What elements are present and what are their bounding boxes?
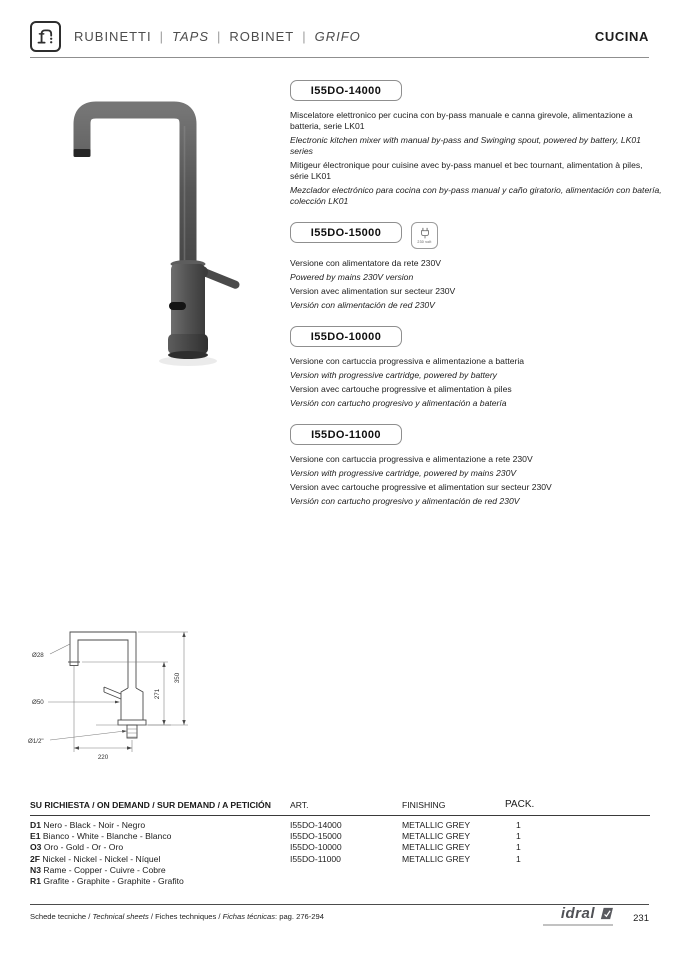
product-code-badge: I55DO-14000 — [290, 80, 402, 101]
color-code: R1 — [30, 876, 41, 887]
title-separator: | — [217, 28, 222, 44]
idral-logo-text: idral — [560, 905, 595, 922]
color-code: 2F — [30, 853, 41, 864]
desc-spanish: Versión con cartucho progresivo y alimentación a batería — [290, 398, 507, 408]
dim-reach-label: 220 — [97, 754, 109, 761]
title-part-rubinetti: RUBINETTI — [74, 28, 152, 44]
footer-note-segment: Fichas técnicas — [222, 912, 275, 921]
footer-rule — [30, 904, 649, 905]
color-code: E1 — [30, 831, 41, 842]
product-block-14000 — [290, 80, 662, 207]
dim-body-diameter-label: Ø50 — [32, 699, 44, 706]
on-demand-section — [30, 799, 650, 887]
finishing-cell: METALLIC GREY — [402, 831, 471, 842]
faucet-spout — [82, 110, 188, 268]
table-row — [30, 820, 650, 831]
table-row — [30, 865, 650, 876]
drawing-aerator — [70, 662, 78, 666]
title-separator: | — [302, 28, 307, 44]
column-art: ART. — [290, 800, 309, 810]
product-block-15000 — [290, 222, 662, 311]
footer-note-segment: Schede tecniche / — [30, 912, 93, 921]
idral-logo-tagline — [543, 924, 613, 926]
title-part-taps: TAPS — [172, 28, 210, 44]
color-cell — [30, 854, 290, 865]
pack-cell: 1 — [516, 820, 521, 830]
product-descriptions — [290, 110, 662, 207]
page-number: 231 — [633, 913, 649, 924]
desc-italian: Versione con alimentatore da rete 230V — [290, 258, 441, 268]
desc-english: Version with progressive cartridge, powered by mains 230V — [290, 468, 517, 478]
product-descriptions — [290, 454, 662, 507]
desc-italian: Versione con cartuccia progressiva e alimentazione a batteria — [290, 356, 525, 366]
pack-cell: 1 — [516, 842, 521, 853]
header — [30, 16, 649, 56]
finishing-cell: METALLIC GREY — [402, 820, 471, 830]
pack-cell: 1 — [516, 831, 521, 842]
technical-drawing — [26, 608, 251, 770]
desc-english: Version with progressive cartridge, powered by battery — [290, 370, 497, 380]
product-descriptions — [290, 258, 662, 311]
product-descriptions — [290, 356, 662, 409]
desc-italian: Miscelatore elettronico per cucina con by-pass manuale e canna girevole, alimentazione a batteria, serie LK01 — [290, 110, 633, 131]
dim-spout-height-label: 271 — [154, 688, 161, 700]
desc-english: Powered by mains 230V version — [290, 272, 414, 282]
dim-spout-diameter-label: Ø28 — [32, 652, 44, 659]
art-cell: I55DO-14000 — [290, 820, 342, 830]
product-code-badge: I55DO-11000 — [290, 424, 402, 445]
art-cell: I55DO-10000 — [290, 842, 342, 853]
color-cell — [30, 876, 290, 887]
table-title: SU RICHIESTA / ON DEMAND / SUR DEMAND / A PETICIÓN — [30, 800, 271, 810]
desc-spanish: Mezclador electrónico para cocina con by-pass manual y caño giratorio, alimentación con batería, colección LK01 — [290, 185, 662, 206]
desc-spanish: Versión con cartucho progresivo y alimentación de red 230V — [290, 496, 520, 506]
product-variants — [290, 80, 662, 522]
category-label: CUCINA — [594, 28, 649, 44]
color-name: Nickel - Nickel - Nickel - Níquel — [42, 853, 161, 864]
art-cell: I55DO-15000 — [290, 831, 342, 842]
dim-thread-label: Ø1/2" — [28, 738, 44, 745]
column-finishing: FINISHING — [402, 800, 446, 810]
desc-french: Version avec cartouche progressive et alimentation à piles — [290, 384, 512, 394]
title-part-grifo: GRIFO — [314, 28, 361, 44]
desc-spanish: Versión con alimentación de red 230V — [290, 300, 435, 310]
page-title — [74, 29, 361, 44]
table-row — [30, 842, 650, 853]
230v-plug-icon — [411, 222, 438, 249]
idral-logo — [561, 906, 613, 921]
color-name: Nero - Black - Noir - Negro — [43, 820, 146, 830]
tap-icon — [30, 21, 61, 52]
dim-total-height-label: 350 — [174, 672, 181, 684]
footer-note-segment: Technical sheets — [92, 912, 149, 921]
desc-english: Electronic kitchen mixer with manual by-pass and Swinging spout, powered by battery, LK01 series — [290, 135, 641, 156]
column-pack: PACK. — [505, 799, 535, 810]
drawing-body — [121, 688, 143, 720]
drawing-spout-inner — [78, 640, 128, 688]
title-separator: | — [159, 28, 165, 44]
product-code-badge: I55DO-10000 — [290, 326, 402, 347]
desc-french: Version avec cartouche progressive et alimentation sur secteur 230V — [290, 482, 552, 492]
footer-note-segment: / Fiches techniques / — [148, 912, 223, 921]
art-cell: I55DO-11000 — [290, 853, 341, 864]
footer-note — [30, 912, 324, 921]
desc-french: Mitigeur électronique pour cuisine avec by-pass manuel et bec tournant, alimentation à piles, série LK01 — [290, 160, 643, 181]
header-rule — [30, 57, 649, 58]
table-header-row — [30, 799, 650, 816]
drawing-handle — [104, 687, 121, 699]
color-code: O3 — [30, 842, 42, 853]
table-row — [30, 876, 650, 887]
pack-cell: 1 — [516, 853, 521, 864]
volt-label: 230 volt — [417, 240, 432, 245]
idral-logo-icon — [598, 907, 613, 920]
faucet-aerator — [74, 149, 91, 157]
product-block-10000 — [290, 326, 662, 409]
title-part-robinet: ROBINET — [229, 28, 295, 44]
color-cell — [30, 820, 290, 831]
color-cell — [30, 842, 290, 853]
drawing-base-flange — [118, 720, 146, 725]
product-code-badge: I55DO-15000 — [290, 222, 402, 243]
footer-note-segment: : pag. 276-294 — [275, 912, 324, 921]
table-row — [30, 831, 650, 842]
color-code: N3 — [30, 864, 41, 875]
drawing-thread-stub — [127, 725, 137, 738]
desc-french: Version avec alimentation sur secteur 230V — [290, 286, 456, 296]
faucet-base — [168, 351, 208, 359]
finishing-cell: METALLIC GREY — [402, 842, 471, 853]
color-name: Grafite - Graphite - Graphite - Grafito — [43, 876, 184, 887]
sensor-window — [169, 302, 186, 310]
color-name: Oro - Gold - Or - Oro — [43, 842, 124, 853]
color-cell — [30, 865, 290, 876]
color-code: D1 — [30, 820, 41, 830]
color-cell — [30, 831, 290, 842]
color-name: Rame - Copper - Cuivre - Cobre — [43, 864, 166, 875]
product-block-11000 — [290, 424, 662, 507]
table-row — [30, 854, 650, 865]
finishing-cell: METALLIC GREY — [402, 853, 471, 864]
desc-italian: Versione con cartuccia progressiva e alimentazione a rete 230V — [290, 454, 533, 464]
product-photo — [38, 76, 248, 368]
color-name: Bianco - White - Blanche - Blanco — [42, 831, 172, 842]
